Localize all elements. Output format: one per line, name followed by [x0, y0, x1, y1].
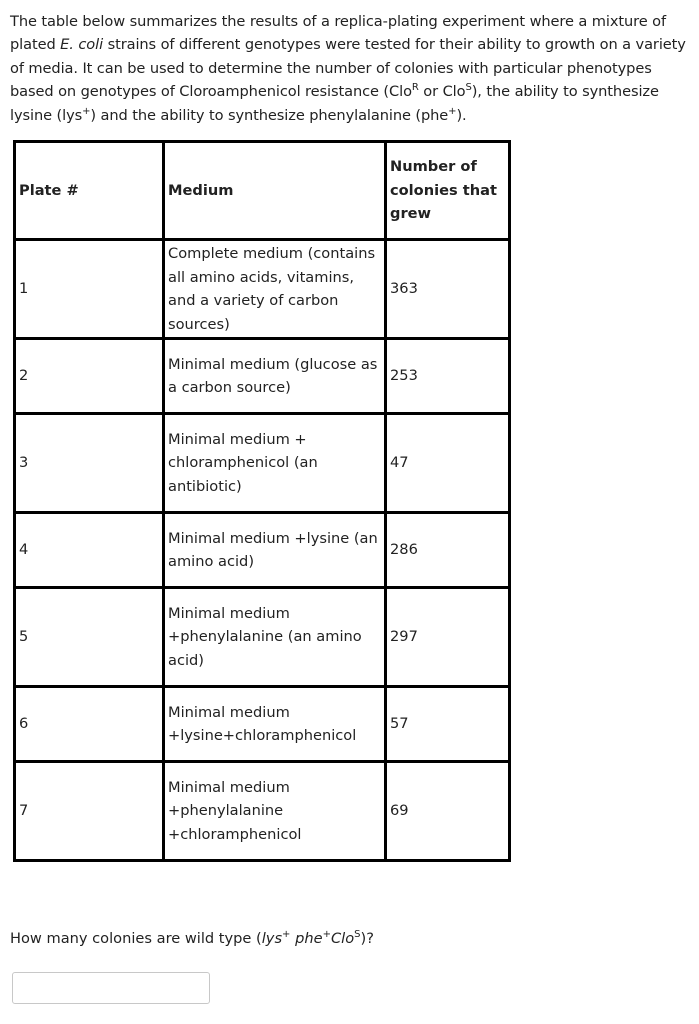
plate-cell: 3 [15, 414, 164, 513]
header-count: Number of colonies that grew [386, 142, 510, 240]
answer-input[interactable] [12, 972, 210, 1004]
table-row [15, 762, 510, 861]
medium-cell: Minimal medium (glucose as a carbon source) [164, 339, 386, 414]
count-cell: 253 [386, 339, 510, 414]
plate-cell: 4 [15, 513, 164, 588]
medium-cell: Minimal medium +phenylalanine (an amino acid) [164, 588, 386, 687]
intro-paragraph: The table below summarizes the results of a replica-plating experiment where a mixture of plated E. coli strains of different genotypes were tested for their ability to growth on a variety of media. It can be used to determine the number of colonies with particular phenotypes based on genotypes of Cloroamphenicol resistance (Clo$^R$ or Clo$^S$), the ability to synthesize lysine (lys+) and the ability to synthesize phenylalanine (phe+). [10, 13, 686, 124]
count-cell: 297 [386, 588, 510, 687]
table-row [15, 240, 510, 339]
table-header-row [15, 142, 510, 240]
table-row [15, 414, 510, 513]
plate-cell: 5 [15, 588, 164, 687]
count-cell: 69 [386, 762, 510, 861]
header-plate: Plate # [15, 142, 164, 240]
count-cell: 57 [386, 687, 510, 762]
medium-cell: Minimal medium +phenylalanine +chloramphenicol [164, 762, 386, 861]
plate-cell: 7 [15, 762, 164, 861]
medium-cell: Minimal medium +lysine (an amino acid) [164, 513, 386, 588]
plate-cell: 6 [15, 687, 164, 762]
medium-cell: Complete medium (contains all amino acids, vitamins, and a variety of carbon sources) [164, 240, 386, 339]
count-cell: 47 [386, 414, 510, 513]
genotype-lys: lys [261, 930, 283, 947]
count-cell: 363 [386, 240, 510, 339]
table-row [15, 339, 510, 414]
table-row [15, 513, 510, 588]
header-medium: Medium [164, 142, 386, 240]
question-prompt: How many colonies are wild type (lys+ phe+Clo$^S$)? [10, 929, 374, 947]
table-row [15, 588, 510, 687]
genotype-clo: Clo [330, 930, 355, 947]
table-row [15, 687, 510, 762]
genotype-phe: phe [290, 930, 323, 947]
count-cell: 286 [386, 513, 510, 588]
medium-cell: Minimal medium +lysine+chloramphenicol [164, 687, 386, 762]
medium-cell: Minimal medium + chloramphenicol (an antibiotic) [164, 414, 386, 513]
results-table [13, 140, 511, 862]
plate-cell: 1 [15, 240, 164, 339]
species-name: E. coli [60, 36, 104, 54]
plate-cell: 2 [15, 339, 164, 414]
